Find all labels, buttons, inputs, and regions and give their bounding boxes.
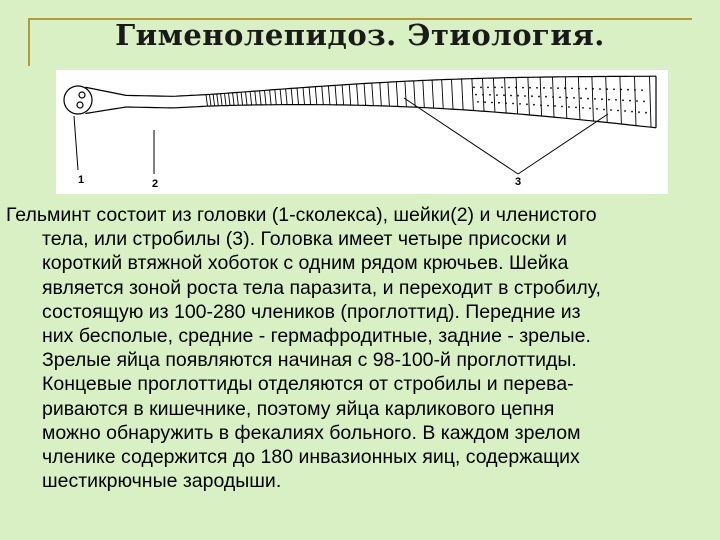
figure-label-3: 3 [515, 176, 522, 188]
egg-dot [484, 101, 486, 103]
egg-dot [529, 87, 531, 89]
egg-dot [606, 88, 608, 90]
proglottid-segment [540, 77, 542, 116]
proglottid-segment [291, 88, 293, 104]
proglottid-segment [260, 91, 262, 105]
proglottid-segment [297, 88, 299, 105]
tapeworm-figure [56, 70, 668, 194]
egg-dot [641, 89, 643, 91]
egg-dot [531, 95, 533, 97]
proglottid-segment [396, 82, 398, 107]
proglottid-segment [380, 83, 382, 106]
proglottid-segment [414, 81, 416, 107]
egg-dot [536, 87, 538, 89]
egg-dot [596, 108, 598, 110]
egg-dot [615, 99, 617, 101]
text-line: риваются в кишечнике, поэтому яйца карликового цепня [42, 397, 555, 420]
text-line: них бесполые, средние - гермафродитные, задние - зрелые. [42, 325, 591, 348]
egg-dot [561, 106, 563, 108]
egg-dot [508, 87, 510, 89]
proglottid-segment [452, 79, 454, 109]
proglottid-segment [241, 92, 243, 105]
proglottid-segment [315, 87, 317, 105]
text-line: короткий втяжной хоботок с одним рядом крючьев. Шейка [42, 252, 569, 275]
egg-dot [636, 100, 638, 102]
description-text [6, 203, 706, 493]
proglottid-segment [237, 93, 239, 106]
egg-dot [566, 97, 568, 99]
egg-dot [538, 96, 540, 98]
egg-dot [498, 102, 500, 104]
egg-dot [491, 102, 493, 104]
egg-dot [599, 88, 601, 90]
strobila-outline-top [86, 76, 656, 96]
proglottid-segment [372, 83, 374, 106]
egg-dot [613, 88, 615, 90]
proglottid-segment [528, 77, 530, 115]
proglottid-segment [280, 89, 282, 105]
egg-dot [589, 108, 591, 110]
proglottid-segment [286, 89, 288, 105]
text-line: Зрелые яйца появляются начиная с 98-100-й проглоттиды. [42, 349, 577, 372]
egg-dot [592, 88, 594, 90]
proglottid-segment [217, 94, 219, 106]
scolex [64, 86, 92, 114]
egg-dot [608, 99, 610, 101]
egg-dot [627, 89, 629, 91]
proglottid-segment [364, 84, 366, 106]
egg-dot [578, 88, 580, 90]
egg-dot [477, 101, 479, 103]
egg-dot [582, 107, 584, 109]
egg-dot [587, 98, 589, 100]
egg-dot [603, 109, 605, 111]
figure-label-1: 1 [78, 174, 85, 186]
egg-dot [580, 97, 582, 99]
egg-dot [515, 87, 517, 89]
egg-dot [564, 87, 566, 89]
egg-dot [624, 110, 626, 112]
proglottid-segment [493, 78, 495, 112]
proglottid-segment [303, 88, 305, 105]
egg-dot [540, 104, 542, 106]
egg-dot [638, 111, 640, 113]
proglottid-segment [650, 76, 652, 127]
egg-dot [482, 94, 484, 96]
egg-dot [517, 95, 519, 97]
sucker [77, 102, 83, 108]
proglottid-segment [206, 95, 208, 107]
egg-dot [617, 110, 619, 112]
egg-dot [629, 100, 631, 102]
egg-dot [519, 103, 521, 105]
pointer-line-1 [74, 116, 78, 170]
figure-label-2: 2 [152, 178, 159, 190]
text-line: состоящую из 100-280 члеников (проглоттид). Передние из [42, 300, 581, 323]
proglottid-segment [357, 84, 359, 105]
egg-dot [645, 112, 647, 114]
egg-dot [552, 96, 554, 98]
egg-dot [643, 101, 645, 103]
text-line: шестикрючные зародыши. [42, 470, 282, 493]
egg-dot [547, 105, 549, 107]
proglottid-segment [472, 79, 474, 111]
slide-title: Гименолепидоз. Этиология. [115, 18, 605, 52]
egg-dot [496, 94, 498, 96]
text-line: является зоной роста тела паразита, и переходит в стробилу, [42, 276, 601, 299]
pointer-line-3b [518, 114, 608, 174]
egg-dot [573, 97, 575, 99]
egg-dot [475, 94, 477, 96]
strobila-outline-bottom [86, 105, 656, 128]
egg-dot [510, 95, 512, 97]
egg-dot [571, 88, 573, 90]
egg-dot [622, 99, 624, 101]
proglottid-segment [328, 86, 330, 105]
egg-dot [543, 87, 545, 89]
proglottid-segment [270, 90, 272, 105]
proglottid-segment [432, 80, 434, 108]
egg-dot [620, 89, 622, 91]
proglottid-segment [322, 86, 324, 104]
egg-dot [568, 106, 570, 108]
text-line: тела, или стробилы (3). Головка имеет четыре присоски и [42, 228, 567, 251]
proglottid-segment [620, 76, 622, 124]
proglottid-segment [233, 93, 235, 106]
proglottid-segment [309, 87, 311, 105]
text-line: членике содержится до 180 инвазионных яиц, содержащих [42, 446, 580, 469]
proglottid-segment [210, 94, 212, 106]
proglottid-segment [229, 93, 231, 105]
egg-dot [473, 87, 475, 89]
egg-dot [501, 87, 503, 89]
egg-dot [575, 107, 577, 109]
egg-dot [524, 95, 526, 97]
proglottid-segment [221, 94, 223, 106]
proglottid-segment [423, 81, 425, 108]
egg-dot [512, 103, 514, 105]
proglottid-segment [250, 92, 252, 106]
egg-dot [494, 87, 496, 89]
egg-dot [533, 104, 535, 106]
egg-dot [487, 87, 489, 89]
egg-dot [610, 109, 612, 111]
proglottid-segment [405, 81, 407, 106]
egg-dot [601, 98, 603, 100]
proglottid-segment [342, 85, 344, 105]
proglottid-segment [592, 77, 594, 121]
proglottid-segment [275, 90, 277, 105]
egg-dot [550, 87, 552, 89]
egg-dot [585, 88, 587, 90]
proglottid-segment [442, 80, 444, 109]
proglottid-segment [255, 91, 256, 105]
proglottid-segment [578, 77, 580, 120]
egg-dot [522, 87, 524, 89]
proglottid-segment [225, 93, 227, 105]
egg-dot [634, 89, 636, 91]
egg-dot [505, 102, 507, 104]
proglottid-segment [213, 94, 215, 106]
proglottid-segment [388, 82, 390, 106]
egg-dot [557, 87, 559, 89]
proglottid-segment [349, 84, 351, 105]
proglottid-segment [335, 85, 337, 105]
text-line: Концевые проглоттиды отделяются от стробилы и перева- [42, 373, 574, 396]
proglottid-segment [635, 76, 637, 125]
proglottid-segment [265, 90, 267, 104]
egg-dot [480, 87, 482, 89]
text-line: Гельминт состоит из головки (1-сколекса), шейки(2) и членистого [6, 204, 597, 226]
egg-dot [503, 94, 505, 96]
egg-dot [545, 96, 547, 98]
text-line: можно обнаружить в фекалиях больного. В каждом зрелом [42, 421, 581, 444]
proglottid-segment [246, 92, 248, 105]
sucker [79, 92, 85, 98]
egg-dot [554, 105, 556, 107]
egg-dot [526, 103, 528, 105]
egg-dot [489, 94, 491, 96]
egg-dot [594, 98, 596, 100]
tapeworm-drawing [56, 70, 668, 194]
proglottid-segment [462, 79, 464, 110]
egg-dot [559, 96, 561, 98]
egg-dot [631, 111, 633, 113]
